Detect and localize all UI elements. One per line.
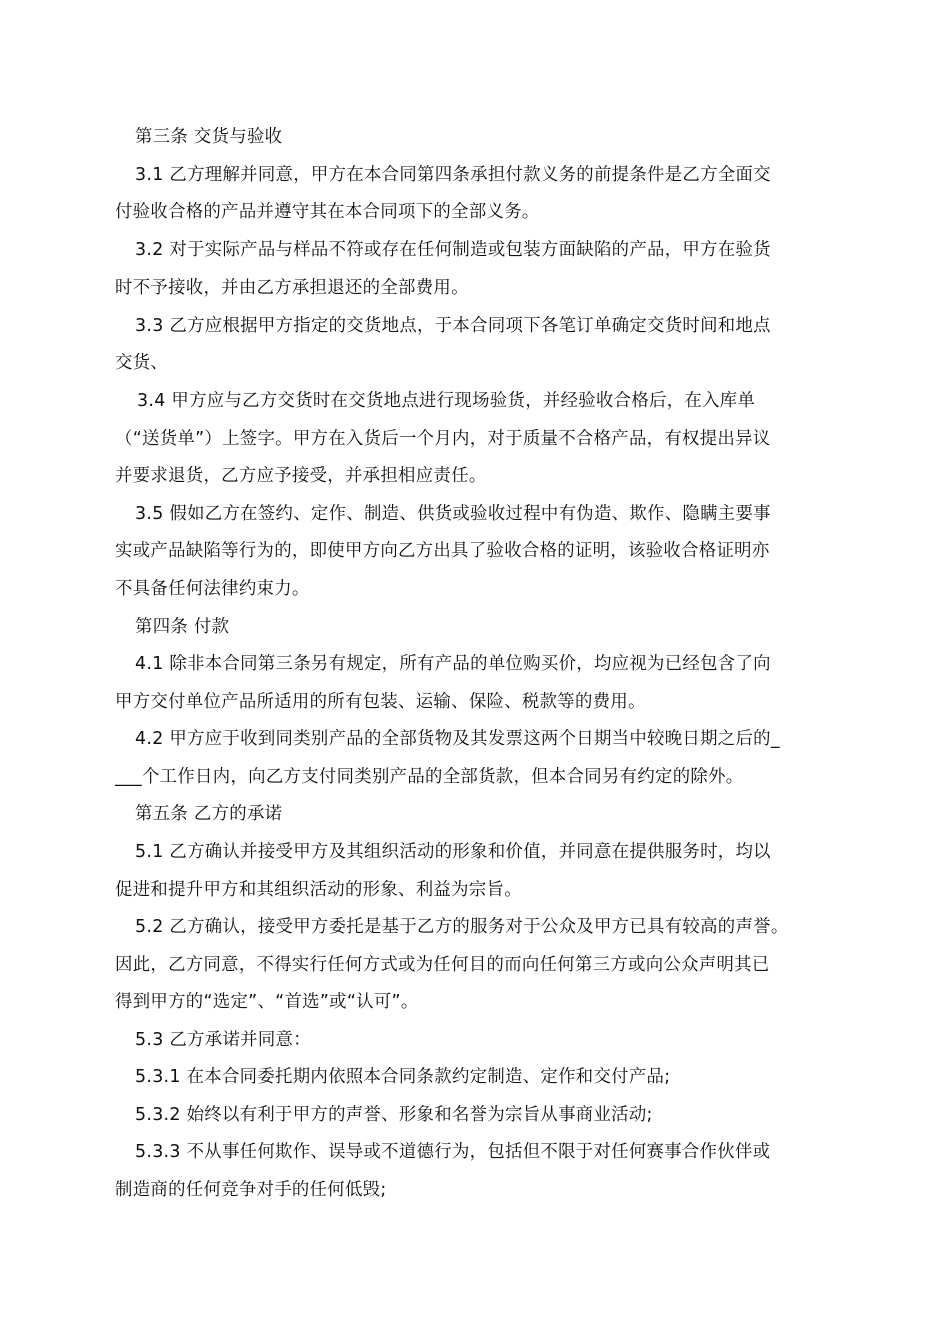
clause-3-3-line-1: 3.3 乙方应根据甲方指定的交货地点，于本合同项下各笔订单确定交货时间和地点 [135, 316, 771, 336]
clause-5-1-line-1: 5.1 乙方确认并接受甲方及其组织活动的形象和价值，并同意在提供服务时，均以 [135, 842, 771, 862]
clause-5-2-line-3: 得到甲方的“选定”、“首选”或“认可”。 [115, 992, 419, 1012]
clause-3-2-line-1: 3.2 对于实际产品与样品不符或存在任何制造或包装方面缺陷的产品，甲方在验货 [135, 240, 771, 260]
document-page [115, 0, 835, 1344]
clause-4-2-line-1: 4.2 甲方应于收到同类别产品的全部货物及其发票这两个日期当中较晚日期之后的_ [135, 729, 780, 749]
clause-3-1-line-2: 付验收合格的产品并遵守其在本合同项下的全部义务。 [115, 202, 540, 222]
clause-3-4-line-3: 并要求退货，乙方应予接受，并承担相应责任。 [115, 466, 487, 486]
clause-4-1-line-1: 4.1 除非本合同第三条另有规定，所有产品的单位购买价，均应视为已经包含了向 [135, 654, 771, 674]
clause-4-2-line-2: ___个工作日内，向乙方支付同类别产品的全部货款，但本合同另有约定的除外。 [115, 767, 744, 787]
clause-5-2-line-1: 5.2 乙方确认，接受甲方委托是基于乙方的服务对于公众及甲方已具有较高的声誉。 [135, 917, 789, 937]
clause-5-3-1: 5.3.1 在本合同委托期内依照本合同条款约定制造、定作和交付产品; [135, 1067, 671, 1087]
clause-3-4-line-2: （“送货单”）上签字。甲方在入货后一个月内，对于质量不合格产品，有权提出异议 [115, 429, 771, 449]
section-heading-5: 第五条 乙方的承诺 [135, 804, 283, 824]
clause-5-1-line-2: 促进和提升甲方和其组织活动的形象、利益为宗旨。 [115, 880, 522, 900]
clause-3-3-line-2: 交货、 [115, 353, 169, 373]
section-heading-4: 第四条 付款 [135, 617, 230, 637]
clause-5-3-3-line-2: 制造商的任何竞争对手的任何低毁; [115, 1180, 387, 1200]
clause-5-3-3-line-1: 5.3.3 不从事任何欺作、误导或不道德行为，包括但不限于对任何赛事合作伙伴或 [135, 1142, 771, 1162]
clause-4-1-line-2: 甲方交付单位产品所适用的所有包装、运输、保险、税款等的费用。 [115, 692, 646, 712]
clause-3-4-line-1: 3.4 甲方应与乙方交货时在交货地点进行现场验货，并经验收合格后，在入库单 [137, 391, 756, 411]
clause-3-2-line-2: 时不予接收，并由乙方承担退还的全部费用。 [115, 278, 469, 298]
clause-5-2-line-2: 因此，乙方同意，不得实行任何方式或为任何目的而向任何第三方或向公众声明其已 [115, 955, 770, 975]
clause-5-3: 5.3 乙方承诺并同意： [135, 1030, 311, 1050]
clause-5-3-2: 5.3.2 始终以有利于甲方的声誉、形象和名誉为宗旨从事商业活动; [135, 1105, 653, 1125]
clause-3-5-line-2: 实或产品缺陷等行为的，即使甲方向乙方出具了验收合格的证明，该验收合格证明亦 [115, 541, 770, 561]
section-heading-3: 第三条 交货与验收 [135, 127, 283, 147]
clause-3-1-line-1: 3.1 乙方理解并同意，甲方在本合同第四条承担付款义务的前提条件是乙方全面交 [135, 165, 771, 185]
clause-3-5-line-1: 3.5 假如乙方在签约、定作、制造、供货或验收过程中有伪造、欺作、隐瞒主要事 [135, 504, 771, 524]
clause-3-5-line-3: 不具备任何法律约束力。 [115, 579, 310, 599]
